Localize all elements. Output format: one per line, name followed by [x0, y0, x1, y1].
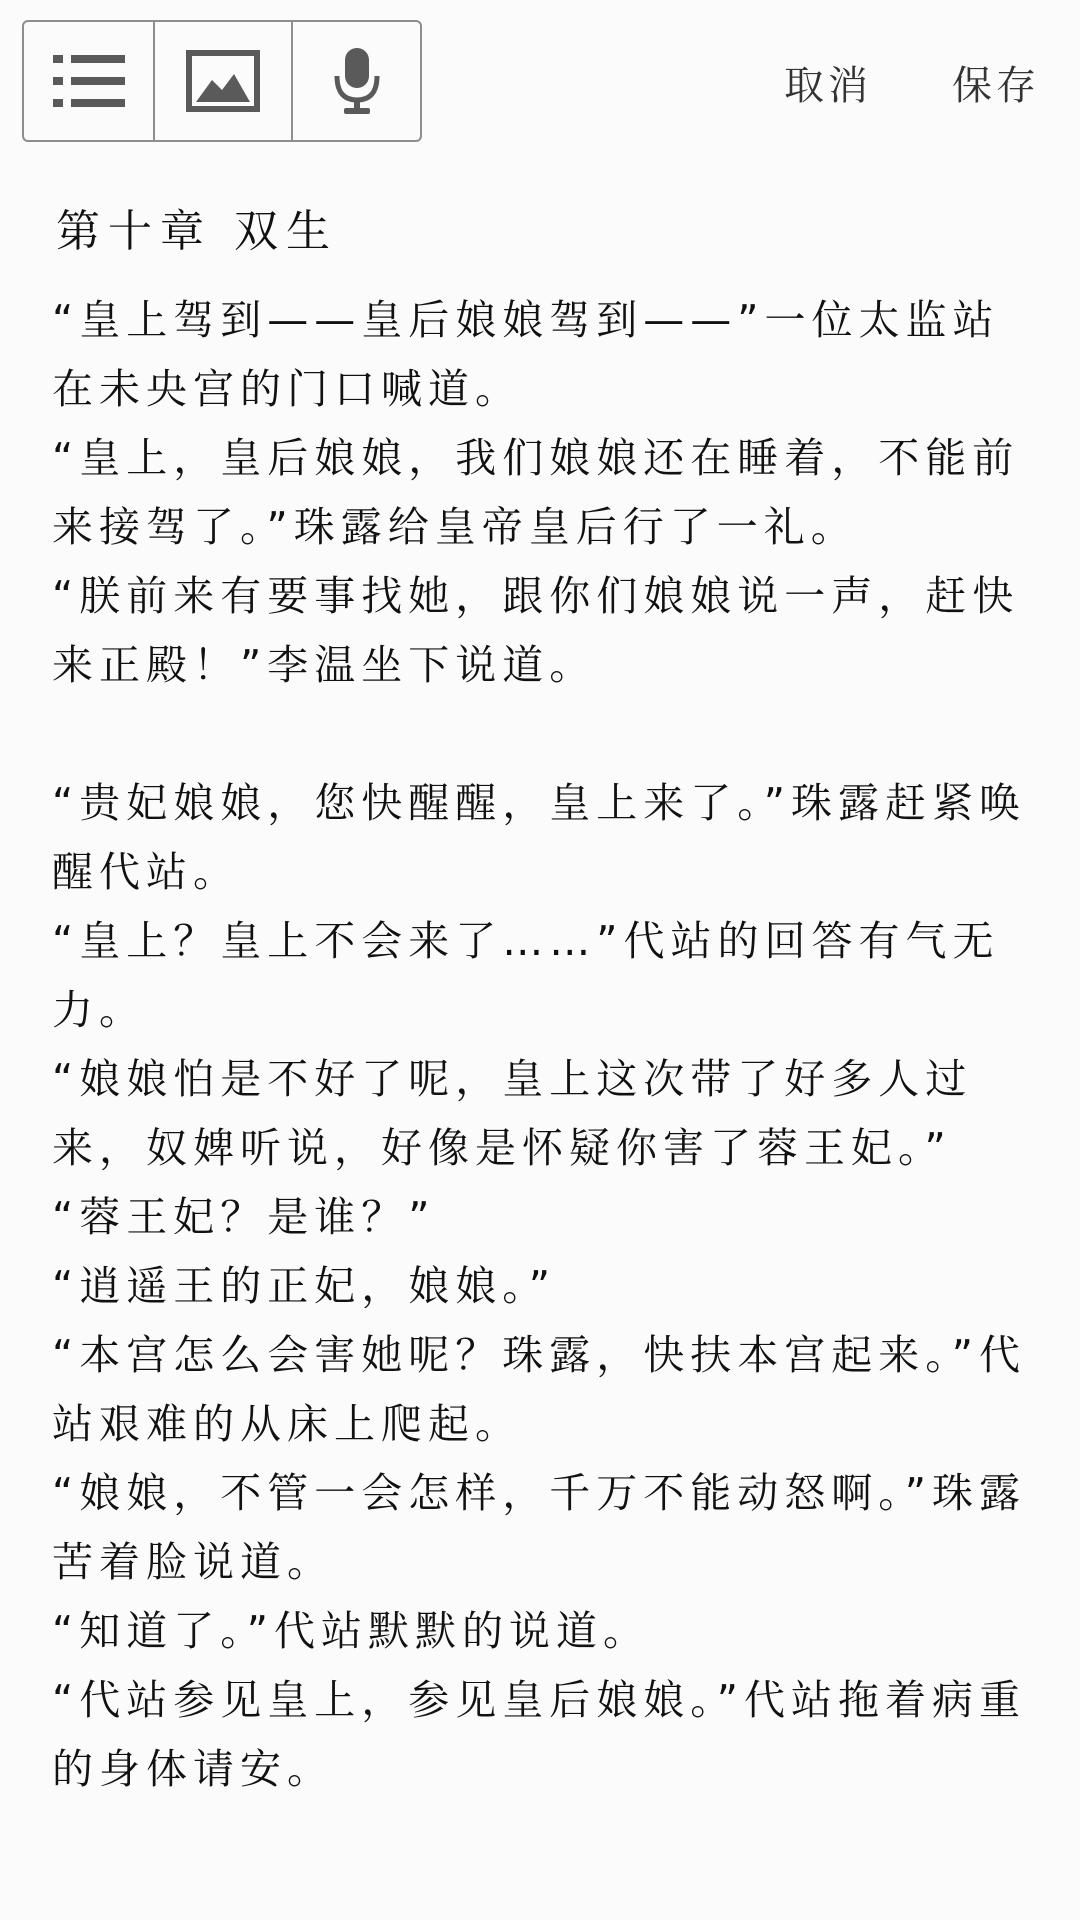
voice-input-button[interactable] [293, 22, 420, 140]
list-icon [53, 51, 125, 111]
microphone-icon [332, 46, 382, 116]
save-button[interactable]: 保存 [952, 63, 1040, 109]
insert-image-button[interactable] [155, 22, 293, 140]
list-button[interactable] [24, 22, 155, 140]
document-editor[interactable] [52, 196, 1036, 1920]
paragraph: “皇上，皇后娘娘，我们娘娘还在睡着，不能前来接驾了。”珠露给皇帝皇后行了一礼。 [52, 434, 1020, 551]
paragraph: “逍遥王的正妃，娘娘。” [52, 1262, 556, 1310]
paragraph: “知道了。”代站默默的说道。 [52, 1607, 650, 1655]
cancel-button[interactable]: 取消 [784, 63, 872, 109]
editor-toolbar [0, 0, 1080, 160]
paragraph: “本宫怎么会害她呢？珠露，快扶本宫起来。”代站艰难的从床上爬起。 [52, 1331, 1026, 1448]
paragraph: “娘娘怕是不好了呢，皇上这次带了好多人过来，奴婢听说，好像是怀疑你害了蓉王妃。” [52, 1055, 973, 1172]
paragraph: “娘娘，不管一会怎样，千万不能动怒啊。”珠露苦着脸说道。 [52, 1469, 1026, 1586]
paragraph: “贵妃娘娘，您快醒醒，皇上来了。”珠露赶紧唤醒代站。 [52, 779, 1026, 896]
image-icon [186, 50, 260, 112]
paragraph: “蓉王妃？是谁？” [52, 1193, 436, 1241]
paragraph: “代站参见皇上，参见皇后娘娘。”代站拖着病重的身体请安。 [52, 1676, 1026, 1793]
paragraph: “皇上？皇上不会来了……”代站的回答有气无力。 [52, 917, 1000, 1034]
paragraph: “朕前来有要事找她，跟你们娘娘说一声，赶快来正殿！”李温坐下说道。 [52, 572, 1020, 689]
blank-line [52, 700, 1036, 769]
format-tool-group [22, 20, 422, 142]
paragraph: “皇上驾到——皇后娘娘驾到——”一位太监站在未央宫的门口喊道。 [52, 296, 1000, 413]
chapter-title: 第十章 双生 [56, 206, 338, 257]
